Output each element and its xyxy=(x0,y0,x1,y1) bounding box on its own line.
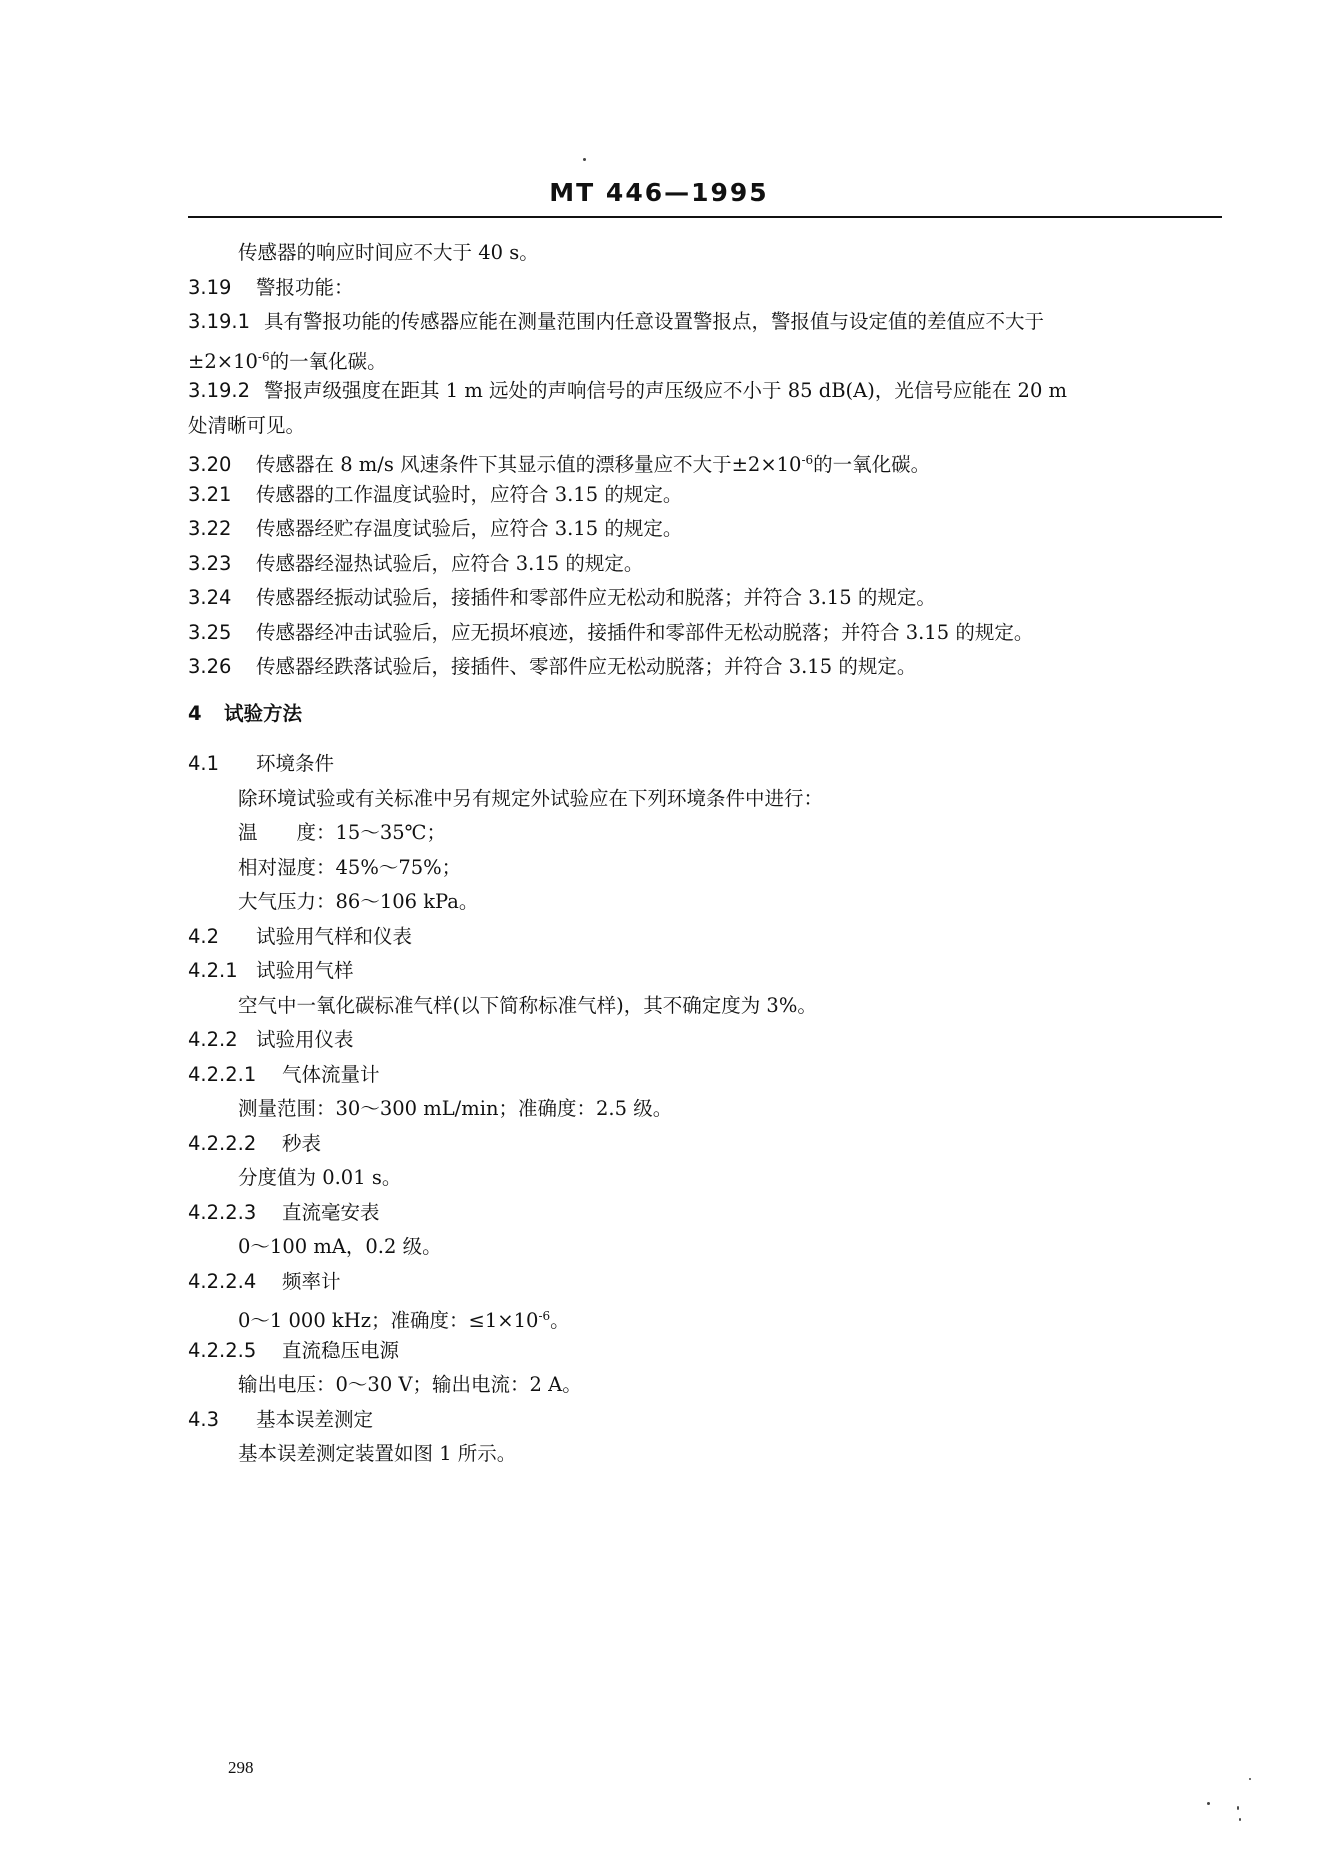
flowmeter-text: 测量范围：30～300 mL/min；准确度：2.5 级。 xyxy=(238,1097,673,1120)
clause-title: 试验用仪表 xyxy=(256,1028,354,1051)
clause-4-2 xyxy=(188,920,1222,955)
clause-text: 传感器经湿热试验后，应符合 3.15 的规定。 xyxy=(256,551,644,575)
environment-pressure: 大气压力：86～106 kPa。 xyxy=(238,890,479,913)
scan-speck xyxy=(1239,1818,1241,1821)
scan-speck xyxy=(583,158,586,161)
environment-temperature xyxy=(188,816,1222,851)
clause-4-2-1 xyxy=(188,954,1222,989)
clause-number: 3.23 xyxy=(188,551,232,575)
clause-text: 传感器的工作温度试验时，应符合 3.15 的规定。 xyxy=(256,482,683,506)
clause-title: 基本误差测定 xyxy=(256,1407,374,1431)
clause-number: 4.2 xyxy=(188,924,220,948)
clause-4-2-2-2 xyxy=(188,1127,1222,1162)
clause-number: 3.19.2 xyxy=(188,379,251,402)
clause-4-2-2-3 xyxy=(188,1196,1222,1231)
clause-3-19-1 xyxy=(188,305,1222,340)
clause-text: 传感器经跌落试验后，接插件、零部件应无松动脱落；并符合 3.15 的规定。 xyxy=(256,655,917,678)
clause-number: 3.19 xyxy=(188,275,232,299)
clause-number: 3.25 xyxy=(188,620,232,644)
page-number: 298 xyxy=(228,1758,254,1777)
clause-number: 4.2.2.5 xyxy=(188,1338,257,1362)
clause-title: 环境条件 xyxy=(256,752,335,775)
clause-text: 警报声级强度在距其 1 m 远处的声响信号的声压级应不小于 85 dB(A)，光信号应能在 20 m xyxy=(264,379,1068,402)
basic-error-text: 基本误差测定装置如图 1 所示。 xyxy=(238,1442,517,1465)
frequency-meter-spec: 0～1 000 kHz；准确度：≤1×10 xyxy=(238,1309,539,1332)
clause-number: 4.1 xyxy=(188,752,220,775)
clause-number: 3.21 xyxy=(188,482,232,506)
clause-number: 3.26 xyxy=(188,655,232,678)
clause-number: 4.2.2 xyxy=(188,1028,238,1051)
clause-title: 试验用气样和仪表 xyxy=(256,924,413,948)
document-body xyxy=(188,236,1222,1472)
section-number: 4 xyxy=(188,701,202,725)
clause-3-19 xyxy=(188,271,1222,306)
gas-sample-text: 空气中一氧化碳标准气样(以下简称标准气样)，其不确定度为 3%。 xyxy=(238,993,817,1017)
clause-title: 试验用气样 xyxy=(256,959,354,982)
clause-3-20 xyxy=(188,443,1222,478)
clause-4-2-2 xyxy=(188,1023,1222,1058)
section-4-heading xyxy=(188,697,1222,732)
standard-code-header: MT 446—1995 xyxy=(549,178,769,207)
clause-number: 4.2.1 xyxy=(188,959,238,982)
clause-number: 4.2.2.1 xyxy=(188,1062,257,1086)
environment-humidity: 相对湿度：45%～75%； xyxy=(238,855,462,879)
frequency-meter-tail: 。 xyxy=(550,1309,570,1332)
clause-3-19-1-continuation xyxy=(188,340,1222,375)
superscript: -6 xyxy=(257,349,270,364)
clause-text: 警报功能： xyxy=(256,275,354,299)
temperature-value: ：15～35℃； xyxy=(316,821,446,844)
clause-number: 4.3 xyxy=(188,1407,220,1431)
clause-text: 传感器经振动试验后，接插件和零部件应无松动和脱落；并符合 3.15 的规定。 xyxy=(256,586,936,609)
clause-text: 传感器经贮存温度试验后，应符合 3.15 的规定。 xyxy=(256,517,683,540)
environment-intro: 除环境试验或有关标准中另有规定外试验应在下列环境条件中进行： xyxy=(238,786,824,810)
clause-4-2-2-5 xyxy=(188,1334,1222,1369)
clause-3-24 xyxy=(188,581,1222,616)
clause-text-continuation: ±2×10 xyxy=(188,349,258,373)
clause-number: 4.2.2.4 xyxy=(188,1269,257,1293)
clause-text-tail: 的一氧化碳。 xyxy=(813,453,931,476)
clause-4-3 xyxy=(188,1403,1222,1438)
clause-number: 3.20 xyxy=(188,453,232,476)
clause-number: 3.22 xyxy=(188,517,232,540)
clause-text-tail: 的一氧化碳。 xyxy=(269,349,387,373)
clause-3-23 xyxy=(188,547,1222,582)
clause-text: 传感器在 8 m/s 风速条件下其显示值的漂移量应不大于±2×10 xyxy=(256,453,802,476)
scan-speck xyxy=(1249,1778,1251,1780)
clause-number: 3.24 xyxy=(188,586,232,609)
clause-3-19-2 xyxy=(188,374,1222,409)
frequency-meter-text xyxy=(188,1299,1222,1334)
temperature-label: 温 度 xyxy=(238,821,317,844)
clause-title: 气体流量计 xyxy=(282,1062,380,1086)
superscript: -6 xyxy=(801,453,814,467)
clause-text: 传感器经冲击试验后，应无损坏痕迹，接插件和零部件无松动脱落；并符合 3.15 的规定。 xyxy=(256,620,1034,644)
clause-3-25 xyxy=(188,616,1222,651)
paragraph-response-time: 传感器的响应时间应不大于 40 s。 xyxy=(238,241,539,264)
clause-3-21 xyxy=(188,478,1222,513)
scan-speck xyxy=(1207,1802,1210,1805)
clause-number: 4.2.2.3 xyxy=(188,1200,257,1224)
clause-title: 频率计 xyxy=(282,1269,341,1293)
clause-4-2-2-1 xyxy=(188,1058,1222,1093)
stopwatch-text: 分度值为 0.01 s。 xyxy=(238,1166,402,1189)
clause-title: 秒表 xyxy=(282,1131,322,1155)
clause-title: 直流稳压电源 xyxy=(282,1338,400,1362)
clause-number: 3.19.1 xyxy=(188,310,251,333)
clause-title: 直流毫安表 xyxy=(282,1200,380,1224)
clause-3-22 xyxy=(188,512,1222,547)
clause-4-1 xyxy=(188,747,1222,782)
scan-speck xyxy=(1237,1806,1239,1810)
section-title: 试验方法 xyxy=(224,701,303,725)
power-supply-text: 输出电压：0～30 V；输出电流：2 A。 xyxy=(238,1373,582,1396)
milliammeter-text: 0～100 mA，0.2 级。 xyxy=(238,1235,442,1258)
header-rule xyxy=(188,216,1222,218)
clause-3-19-2-continuation: 处清晰可见。 xyxy=(188,413,306,437)
clause-number: 4.2.2.2 xyxy=(188,1131,257,1155)
clause-3-26 xyxy=(188,650,1222,685)
superscript: -6 xyxy=(538,1309,551,1323)
clause-4-2-2-4 xyxy=(188,1265,1222,1300)
clause-text: 具有警报功能的传感器应能在测量范围内任意设置警报点，警报值与设定值的差值应不大于 xyxy=(264,310,1045,333)
